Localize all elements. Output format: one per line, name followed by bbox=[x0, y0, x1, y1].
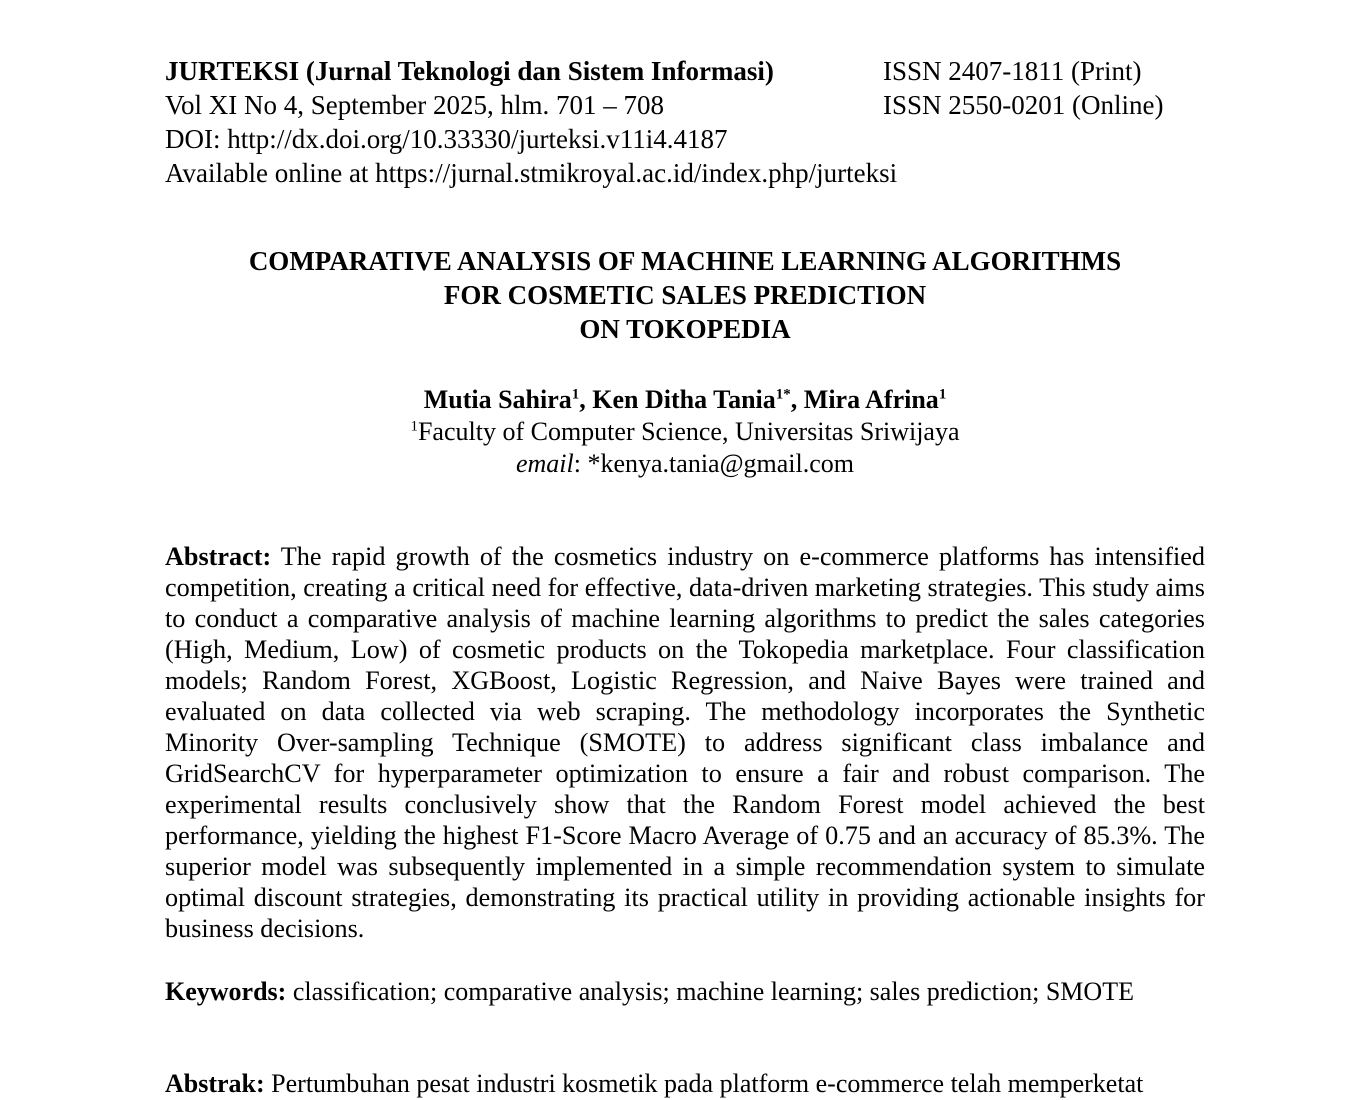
abstrak-text: Pertumbuhan pesat industri kosmetik pada platform e-commerce telah memperketat bbox=[264, 1069, 1144, 1098]
affiliation-text: Faculty of Computer Science, Universitas Sriwijaya bbox=[417, 417, 960, 446]
journal-volume: Vol XI No 4, September 2025, hlm. 701 – 708 bbox=[165, 90, 664, 120]
header-row-2 bbox=[165, 88, 1205, 122]
paper-title bbox=[0, 244, 1370, 346]
author-separator-1: , bbox=[579, 385, 593, 414]
journal-name: JURTEKSI (Jurnal Teknologi dan Sistem Informasi) bbox=[165, 56, 774, 86]
issn-online: ISSN 2550-0201 (Online) bbox=[883, 90, 1164, 120]
abstract-text: The rapid growth of the cosmetics industry on e-commerce platforms has intensified competition, creating a critical need for effective, data-driven marketing strategies. This study aims to conduct a comparative analysis of machine learning algorithms to predict the sales categories (High, Medium, Low) of cosmetic products on the Tokopedia marketplace. Four classification models; Random Forest, XGBoost, Logistic Regression, and Naive Bayes were trained and evaluated on data collected via web scraping. The methodology incorporates the Synthetic Minority Over-sampling Technique (SMOTE) to address significant class imbalance and GridSearchCV for hyperparameter optimization to ensure a fair and robust comparison. The experimental results conclusively show that the Random Forest model achieved the best performance, yielding the highest F1-Score Macro Average of 0.75 and an accuracy of 85.3%. The superior model was subsequently implemented in a simple recommendation system to simulate optimal discount strategies, demonstrating its practical utility in providing actionable insights for business decisions. bbox=[165, 542, 1205, 943]
journal-header bbox=[165, 54, 1205, 190]
author-separator-2: , bbox=[790, 385, 804, 414]
author-block bbox=[0, 384, 1370, 480]
title-line-3: ON TOKOPEDIA bbox=[579, 314, 791, 344]
author-2-name: Ken Ditha Tania bbox=[592, 385, 776, 414]
abstrak-label: Abstrak: bbox=[165, 1069, 265, 1098]
author-1-name: Mutia Sahira bbox=[423, 385, 572, 414]
header-row-3 bbox=[165, 122, 1205, 156]
affiliation bbox=[0, 416, 1370, 448]
abstract-label: Abstract: bbox=[165, 542, 272, 571]
author-3-name: Mira Afrina bbox=[803, 385, 939, 414]
abstract-paragraph bbox=[165, 541, 1205, 944]
author-2-sup: 1* bbox=[775, 386, 791, 403]
doi-link[interactable]: DOI: http://dx.doi.org/10.33330/jurteksi.v11i4.4187 bbox=[165, 124, 728, 154]
author-1-sup: 1 bbox=[571, 386, 580, 403]
title-line-2: FOR COSMETIC SALES PREDICTION bbox=[443, 280, 927, 310]
author-3-sup: 1 bbox=[938, 386, 947, 403]
keywords-text: classification; comparative analysis; machine learning; sales prediction; SMOTE bbox=[286, 977, 1134, 1006]
abstrak-paragraph-cutoff bbox=[165, 1068, 1205, 1100]
header-row-1 bbox=[165, 54, 1205, 88]
email-label: email bbox=[515, 449, 574, 478]
keywords-line bbox=[165, 976, 1205, 1008]
issn-print: ISSN 2407-1811 (Print) bbox=[883, 56, 1142, 86]
header-row-4 bbox=[165, 156, 1205, 190]
keywords-label: Keywords: bbox=[165, 977, 287, 1006]
author-names bbox=[0, 384, 1370, 416]
email-address[interactable]: : *kenya.tania@gmail.com bbox=[573, 449, 854, 478]
title-line-1: COMPARATIVE ANALYSIS OF MACHINE LEARNING ALGORITHMS bbox=[248, 246, 1122, 276]
affiliation-sup: 1 bbox=[410, 418, 418, 435]
available-online-link[interactable]: Available online at https://jurnal.stmikroyal.ac.id/index.php/jurteksi bbox=[165, 158, 898, 188]
email-line bbox=[0, 448, 1370, 480]
